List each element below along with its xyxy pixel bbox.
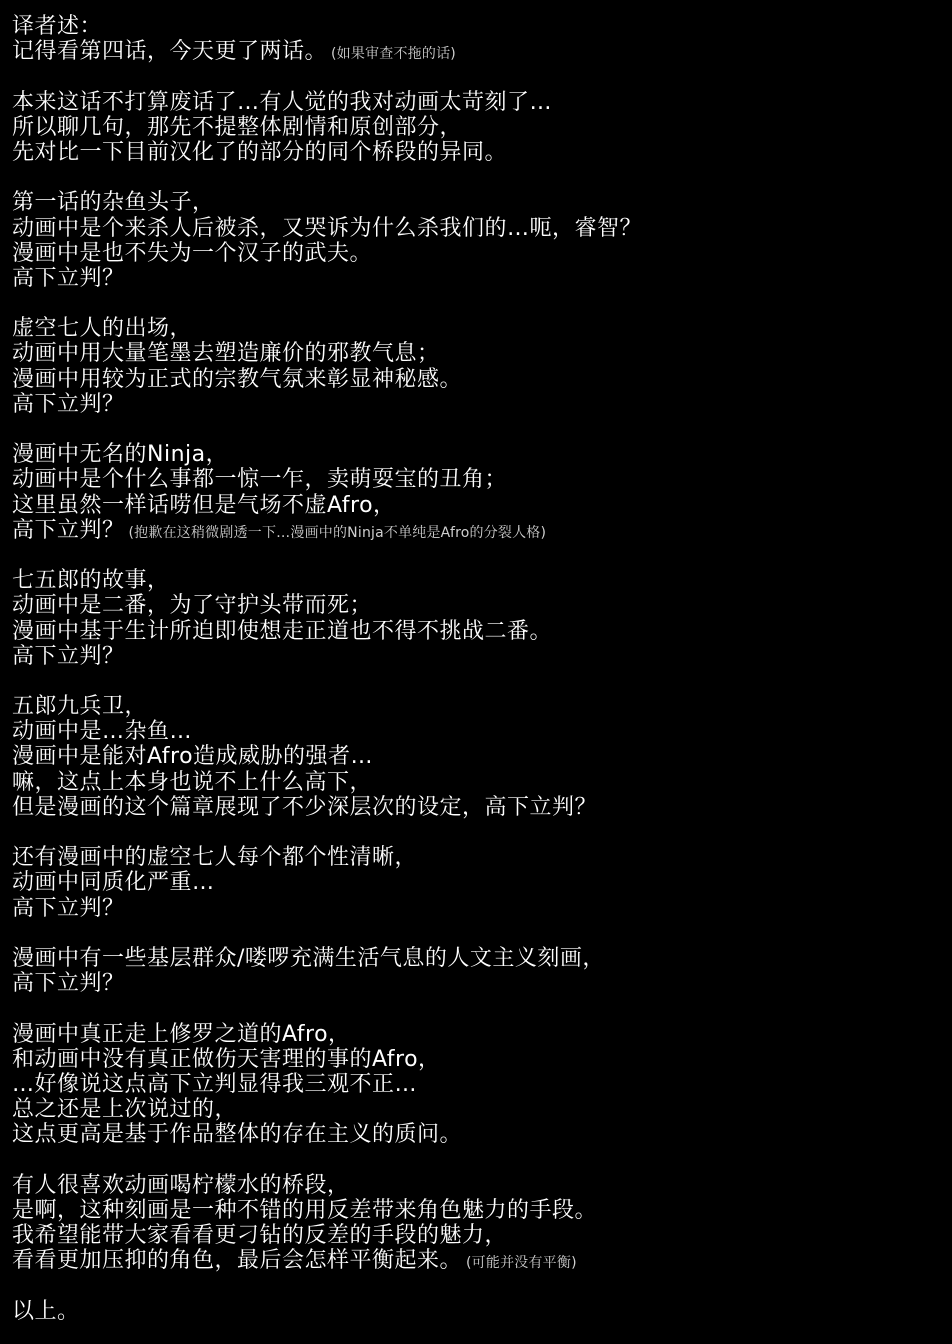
paragraph-afro	[12, 1022, 942, 1148]
paragraph-gap	[12, 921, 942, 946]
text-line: 五郎九兵卫，	[12, 694, 148, 720]
text-line: 嘛，这点上本身也说不上什么高下，	[12, 769, 373, 795]
text-line: 有人很喜欢动画喝柠檬水的桥段，	[12, 1172, 350, 1198]
text-line: 动画中用大量笔墨去塑造廉价的邪教气息；	[12, 341, 440, 367]
paragraph-characterization	[12, 845, 942, 921]
intro-text: 记得看第四话，今天更了两话。	[12, 39, 328, 65]
text-line: 高下立判？	[12, 895, 125, 921]
text-line: 漫画中用较为正式的宗教气氛来彰显神秘感。	[12, 366, 463, 392]
text-line: 这点更高是基于作品整体的存在主义的质问。	[12, 1122, 463, 1148]
paragraph-kuhei	[12, 694, 942, 820]
intro-line	[12, 39, 942, 64]
text-line: 所以聊几句，那先不提整体剧情和原创部分，	[12, 114, 463, 140]
text-line: 动画中是二番，为了守护头带而死；	[12, 593, 373, 619]
paragraph-gap	[12, 543, 942, 568]
paragraph-episode1-boss	[12, 190, 942, 291]
text-line: …好像说这点高下立判显得我三观不正…	[12, 1071, 418, 1097]
text-line: 还有漫画中的虚空七人每个都个性清晰，	[12, 845, 418, 871]
paragraph-gap	[12, 165, 942, 190]
text-line: 高下立判？	[12, 643, 125, 669]
document-title: 译者述：	[12, 14, 103, 39]
text-line: 虚空七人的出场，	[12, 316, 193, 342]
paragraph-empty-seven	[12, 316, 942, 417]
text-line: 先对比一下目前汉化了的部分的同个桥段的异同。	[12, 139, 508, 165]
text-line: 动画中是个什么事都一惊一乍，卖萌耍宝的丑角；	[12, 467, 508, 493]
text-line: 动画中是…杂鱼…	[12, 719, 193, 745]
text-line: 动画中是个来杀人后被杀，又哭诉为什么杀我们的…呃，睿智？	[12, 215, 643, 241]
intro-note: (如果审查不拖的话)	[331, 46, 456, 63]
paragraph-lemonade	[12, 1173, 942, 1274]
text-line: 本来这话不打算废话了…有人觉的我对动画太苛刻了…	[12, 89, 553, 115]
closing-line: 以上。	[12, 1298, 80, 1324]
text-line: 和动画中没有真正做伤天害理的事的Afro，	[12, 1046, 441, 1072]
text-line: 这里虽然一样话唠但是气场不虚Afro，	[12, 492, 396, 518]
spoiler-note: (抱歉在这稍微剧透一下…漫画中的Ninja不单纯是Afro的分裂人格)	[128, 524, 547, 541]
paragraph-gap	[12, 291, 942, 316]
text-line: 我希望能带大家看看更刁钻的反差的手段的魅力，	[12, 1223, 508, 1248]
paragraph-gap	[12, 669, 942, 694]
closing-thought-text: 看看更加压抑的角色，最后会怎样平衡起来。	[12, 1248, 463, 1274]
paragraph-gap	[12, 417, 942, 442]
paragraph-gap	[12, 996, 942, 1021]
text-line: 漫画中无名的Ninja，	[12, 442, 229, 468]
paragraph-gap	[12, 820, 942, 845]
text-line: 漫画中真正走上修罗之道的Afro，	[12, 1021, 351, 1047]
paragraph-gap	[12, 1147, 942, 1172]
text-line: 是啊，这种刻画是一种不错的用反差带来角色魅力的手段。	[12, 1197, 598, 1223]
translator-note-document	[12, 14, 942, 1324]
balance-note: (可能并没有平衡)	[466, 1255, 577, 1272]
text-line: 高下立判？	[12, 971, 125, 997]
text-line: 漫画中有一些基层群众/喽啰充满生活气息的人文主义刻画，	[12, 945, 605, 971]
paragraph-gap	[12, 64, 942, 89]
text-line: 高下立判？	[12, 265, 125, 291]
text-line: 但是漫画的这个篇章展现了不少深层次的设定，高下立判？	[12, 794, 598, 820]
verdict-text: 高下立判？	[12, 517, 125, 543]
text-line: 高下立判？	[12, 391, 125, 417]
paragraph-intro	[12, 90, 942, 166]
text-line: 漫画中是也不失为一个汉子的武夫。	[12, 240, 373, 266]
paragraph-ninja	[12, 442, 942, 543]
text-line: 第一话的杂鱼头子，	[12, 190, 215, 216]
paragraph-shichigoro	[12, 568, 942, 669]
text-line	[12, 1248, 942, 1273]
text-line: 七五郎的故事，	[12, 568, 170, 594]
paragraph-gap	[12, 1273, 942, 1298]
text-line: 漫画中基于生计所迫即使想走正道也不得不挑战二番。	[12, 618, 553, 644]
text-line: 漫画中是能对Afro造成威胁的强者…	[12, 744, 374, 770]
text-line: 动画中同质化严重…	[12, 870, 215, 896]
paragraph-grassroots	[12, 946, 942, 996]
text-line	[12, 518, 942, 543]
text-line: 总之还是上次说过的，	[12, 1097, 238, 1123]
